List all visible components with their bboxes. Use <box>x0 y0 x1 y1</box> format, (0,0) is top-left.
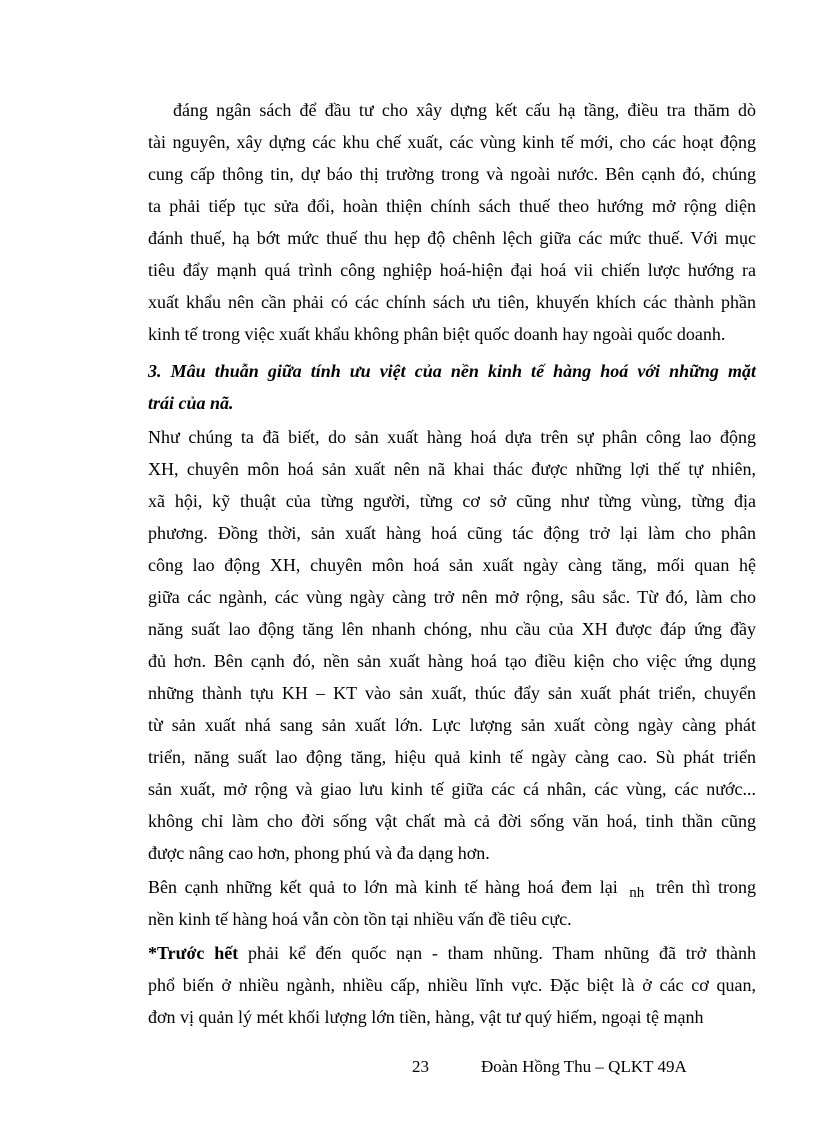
paragraph-1-line: kinh tế trong việc xuất khẩu không phân biệt quốc doanh hay ngoài quốc doanh. <box>148 324 726 344</box>
paragraph-2-line: từ sản xuất nhá sang sản xuất lớn. Lực lượng sản xuất còng ngày càng phát <box>148 715 756 735</box>
paragraph-2-line: được nâng cao hơn, phong phú và đa dạng hơn. <box>148 843 490 863</box>
paragraph-2-line: XH, chuyên môn hoá sản xuất nên nã khai thác được những lợi thế tự nhiên, <box>148 459 756 479</box>
paragraph-1-line: ta phải tiếp tục sửa đổi, hoàn thiện chính sách thuế theo hướng mở rộng diện <box>148 196 756 216</box>
paragraph-3-text: Bên cạnh những kết quả to lớn mà kinh tế hàng hoá đem lại <box>148 877 618 897</box>
paragraph-4-text: phải kể đến quốc nạn - tham nhũng. Tham nhũng đã trở thành <box>248 943 757 963</box>
footer-author: Đoàn Hồng Thu – QLKT 49A <box>481 1057 687 1076</box>
paragraph-4-line <box>148 942 756 964</box>
page-number: 23 <box>412 1057 429 1076</box>
paragraph-3-text: trên thì trong <box>655 877 757 897</box>
paragraph-2-line: Như chúng ta đã biết, do sản xuất hàng hoá dựa trên sự phân công lao động <box>148 427 756 447</box>
inline-fragment: nh <box>629 885 645 901</box>
paragraph-2-line: phương. Đồng thời, sản xuất hàng hoá cũng tác động trở lại làm cho phân <box>148 523 756 543</box>
paragraph-2-line: xã hội, kỹ thuật của từng người, từng cơ sở cũng như từng vùng, từng địa <box>148 491 756 511</box>
paragraph-2-line: triển, năng suất lao động tăng, hiệu quả kinh tế ngày càng cao. Sù phát triển <box>148 747 756 767</box>
paragraph-1-line: tài nguyên, xây dựng các khu chế xuất, các vùng kinh tế mới, cho các hoạt động <box>148 132 756 152</box>
paragraph-2-line: những thành tựu KH – KT vào sản xuất, thúc đẩy sản xuất phát triển, chuyển <box>148 683 756 703</box>
paragraph-2-line: sản xuất, mở rộng và giao lưu kinh tế giữa các cá nhân, các vùng, các nước... <box>148 779 756 799</box>
paragraph-2-line: giữa các ngành, các vùng ngày càng trở nên mở rộng, sâu sắc. Từ đó, làm cho <box>148 587 756 607</box>
paragraph-1-line: cung cấp thông tin, dự báo thị trường trong và ngoài nước. Bên cạnh đó, chúng <box>148 164 756 184</box>
section-heading-line: 3. Mâu thuẫn giữa tính ưu việt của nền kinh tế hàng hoá với những mặt <box>148 361 756 381</box>
paragraph-1-line: tiêu đẩy mạnh quá trình công nghiệp hoá-hiện đại hoá vii chiến lược hướng ra <box>148 260 756 280</box>
paragraph-2-line: không chỉ làm cho đời sống vật chất mà cả đời sống văn hoá, tinh thần cũng <box>148 811 756 831</box>
paragraph-1-line: xuất khẩu nên cần phải có các chính sách ưu tiên, khuyến khích các thành phần <box>148 292 756 312</box>
paragraph-2-line: đủ hơn. Bên cạnh đó, nền sản xuất hàng hoá tạo điều kiện cho việc ứng dụng <box>148 651 756 671</box>
paragraph-2-line: năng suất lao động tăng lên nhanh chóng, nhu cầu của XH được đáp ứng đầy <box>148 619 756 639</box>
paragraph-4-line: phổ biến ở nhiều ngành, nhiều cấp, nhiều lĩnh vực. Đặc biệt là ở các cơ quan, <box>148 975 756 995</box>
paragraph-4-line: đơn vị quản lý mét khối lượng lớn tiền, hàng, vật tư quý hiếm, ngoại tệ mạnh <box>148 1007 704 1027</box>
paragraph-1-line: đáng ngân sách để đầu tư cho xây dựng kết cấu hạ tầng, điều tra thăm dò <box>173 100 756 120</box>
paragraph-1-line: đánh thuế, hạ bớt mức thuế thu hẹp độ chênh lệch giữa các mức thuế. Với mục <box>148 228 756 248</box>
paragraph-3-line <box>148 876 756 900</box>
section-heading-line: trái của nã. <box>148 393 234 413</box>
paragraph-3-line: nền kinh tế hàng hoá vẫn còn tồn tại nhiều vấn đề tiêu cực. <box>148 909 572 929</box>
lead-bold-text: *Trước hết <box>148 943 239 963</box>
paragraph-2-line: công lao động XH, chuyên môn hoá sản xuất ngày càng tăng, mối quan hệ <box>148 555 756 575</box>
